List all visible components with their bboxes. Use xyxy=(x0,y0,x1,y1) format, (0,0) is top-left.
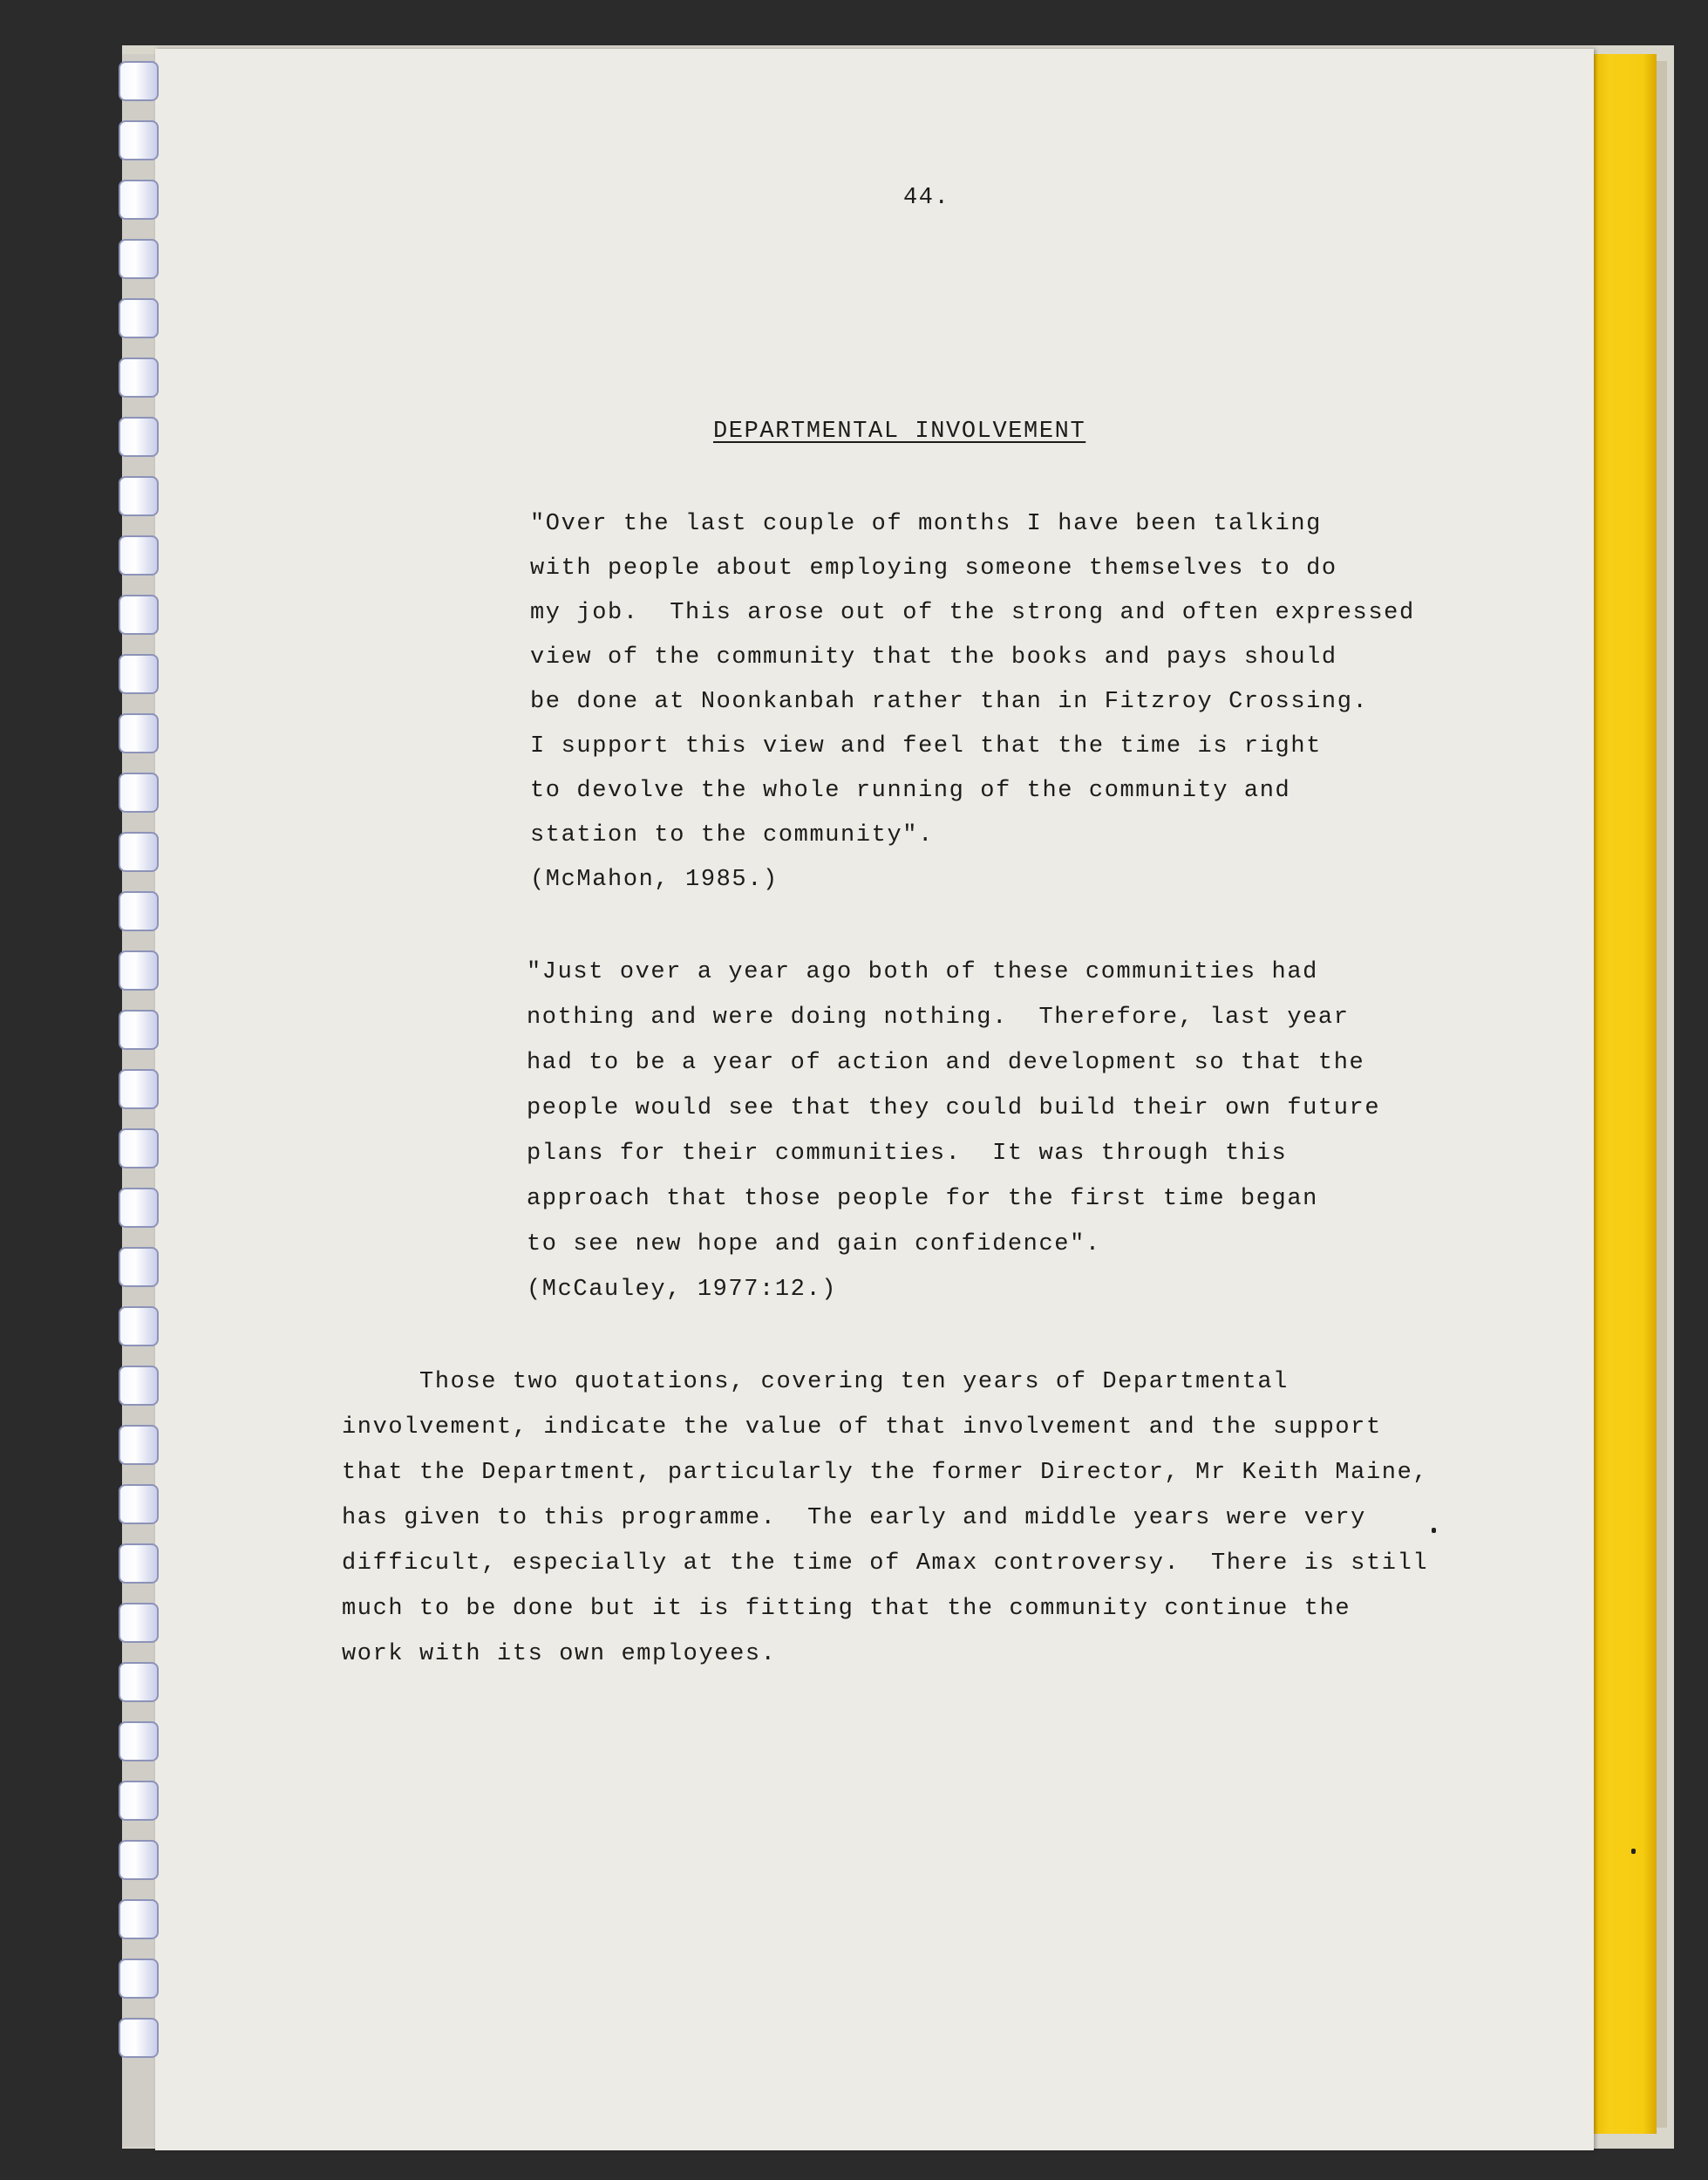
quote-line: approach that those people for the first time began xyxy=(527,1186,1318,1212)
quote-line: view of the community that the books and pays should xyxy=(530,644,1337,671)
ink-speck xyxy=(1631,1849,1636,1854)
quote-line: to see new hope and gain confidence". xyxy=(527,1231,1101,1257)
paragraph-line: work with its own employees. xyxy=(342,1641,777,1667)
quote-line: to devolve the whole running of the community and xyxy=(530,778,1291,804)
paragraph-line: that the Department, particularly the former Director, Mr Keith Maine, xyxy=(342,1460,1429,1486)
quote-attribution: (McMahon, 1985.) xyxy=(530,867,779,893)
quote-line: plans for their communities. It was through this xyxy=(527,1141,1288,1167)
quote-line: nothing and were doing nothing. Therefore, last year xyxy=(527,1005,1350,1031)
paragraph-line: Those two quotations, covering ten years of Departmental xyxy=(342,1369,1289,1395)
quote-line: station to the community". xyxy=(530,822,934,848)
quote-line: people would see that they could build their own future xyxy=(527,1095,1381,1121)
paragraph-line: difficult, especially at the time of Amax controversy. There is still xyxy=(342,1550,1429,1577)
paragraph-line: has given to this programme. The early and middle years were very xyxy=(342,1505,1366,1531)
paragraph-line: much to be done but it is fitting that the community continue the xyxy=(342,1596,1351,1622)
quote-line: I support this view and feel that the time is right xyxy=(530,733,1322,760)
quote-line: with people about employing someone themselves to do xyxy=(530,555,1337,582)
ink-speck xyxy=(1432,1528,1436,1533)
section-heading: DEPARTMENTAL INVOLVEMENT xyxy=(713,419,1086,445)
quote-line: "Just over a year ago both of these communities had xyxy=(527,959,1318,985)
page-number: 44. xyxy=(903,185,950,211)
quote-attribution: (McCauley, 1977:12.) xyxy=(527,1277,838,1303)
paragraph-line: involvement, indicate the value of that involvement and the support xyxy=(342,1414,1382,1441)
quote-line: had to be a year of action and development so that the xyxy=(527,1050,1365,1076)
quote-line: "Over the last couple of months I have been talking xyxy=(530,511,1322,537)
quote-line: my job. This arose out of the strong and often expressed xyxy=(530,600,1415,626)
quote-line: be done at Noonkanbah rather than in Fitzroy Crossing. xyxy=(530,689,1369,715)
